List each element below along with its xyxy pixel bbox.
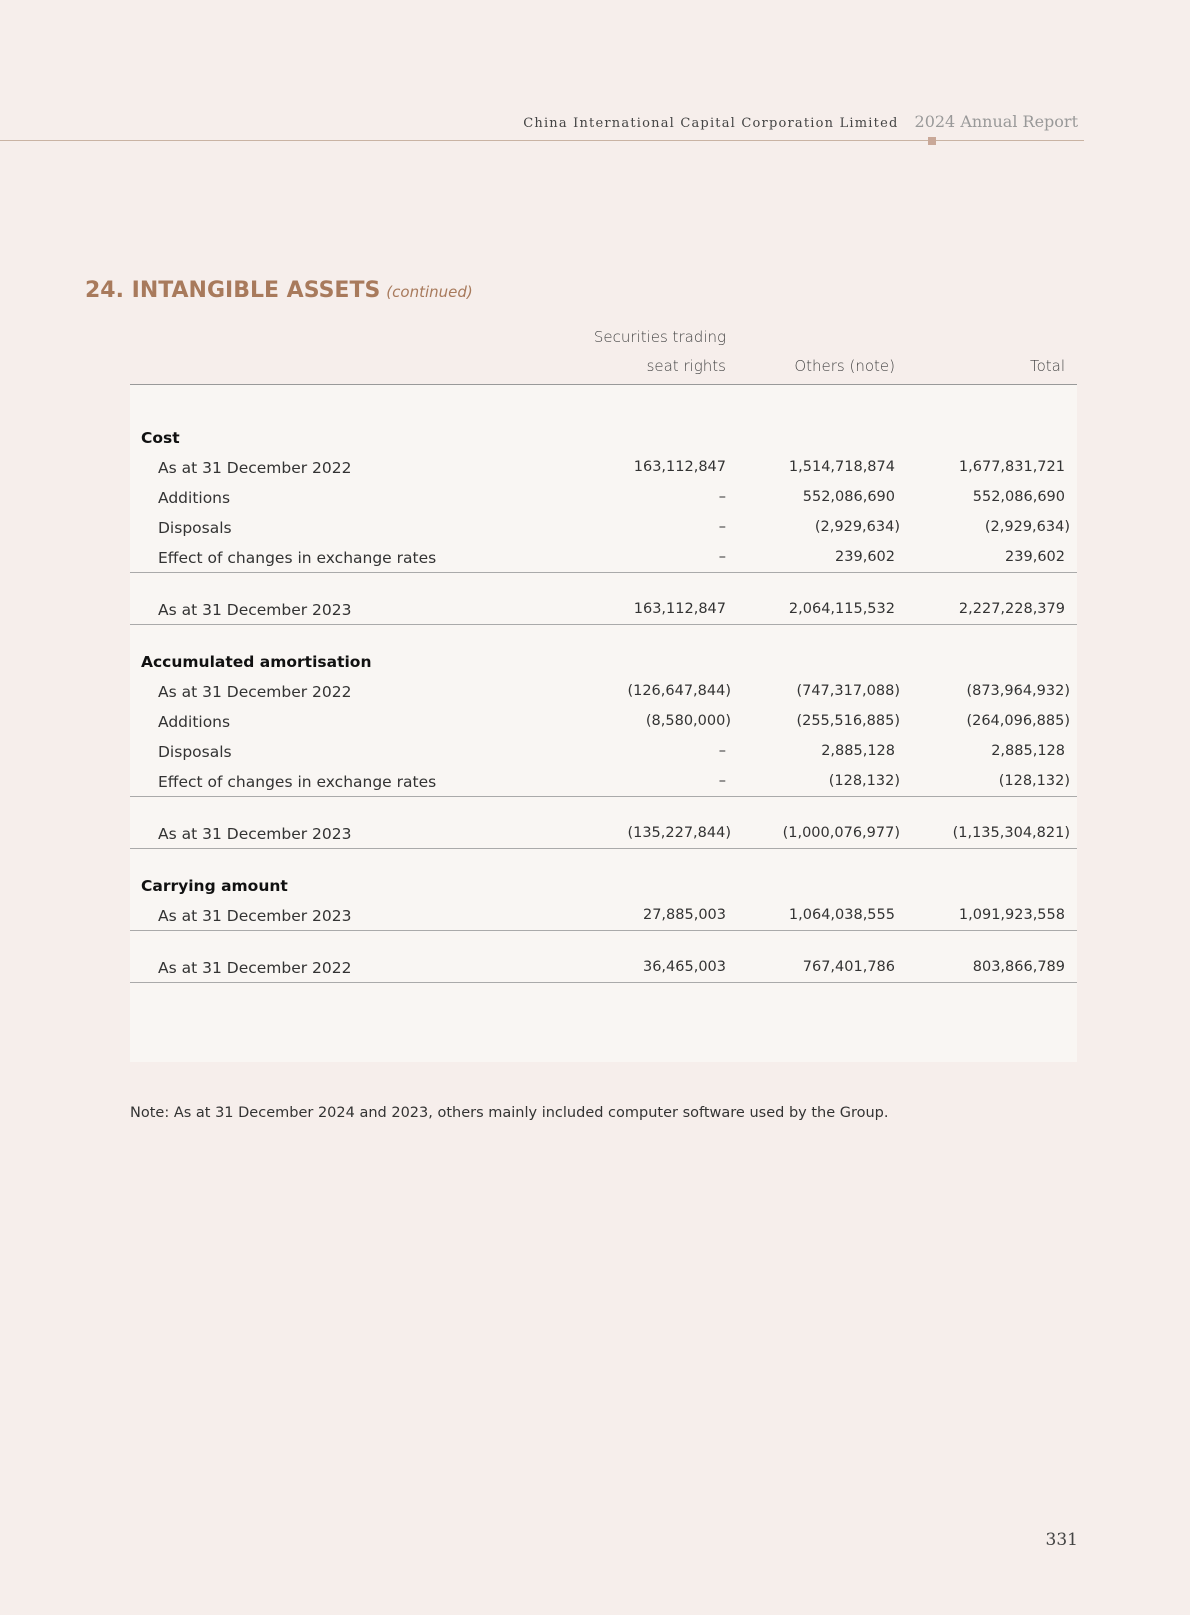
- total-value: (873,964,932): [966, 683, 1070, 699]
- others-value: 1,514,718,874: [788, 459, 895, 475]
- total-value: 552,086,690: [972, 489, 1065, 505]
- table-row: [130, 453, 1077, 483]
- seat-rights-value: 163,112,847: [633, 601, 726, 617]
- table-note: Note: As at 31 December 2024 and 2023, others mainly included computer software used by the Group.: [130, 1105, 889, 1121]
- table-section-heading: [130, 871, 1077, 901]
- col-header-total: Total: [1029, 357, 1065, 375]
- seat-rights-value: 36,465,003: [642, 959, 726, 975]
- total-value: 803,866,789: [972, 959, 1065, 975]
- table-row: [130, 737, 1077, 767]
- seat-rights-value: –: [718, 489, 726, 505]
- others-value: (1,000,076,977): [782, 825, 900, 841]
- row-label: Effect of changes in exchange rates: [158, 773, 437, 791]
- seat-rights-value: (8,580,000): [645, 713, 731, 729]
- table-section-heading: [130, 647, 1077, 677]
- total-value: (2,929,634): [984, 519, 1070, 535]
- row-label: Effect of changes in exchange rates: [158, 549, 437, 567]
- header-marker: [928, 137, 936, 145]
- row-label: As at 31 December 2022: [158, 683, 352, 701]
- others-value: 1,064,038,555: [788, 907, 895, 923]
- seat-rights-value: –: [718, 743, 726, 759]
- total-value: (264,096,885): [966, 713, 1070, 729]
- table-row: [130, 901, 1077, 931]
- table-row: [130, 595, 1077, 625]
- section-continued: (continued): [386, 283, 473, 301]
- table-row: [130, 767, 1077, 797]
- row-label: Additions: [158, 713, 231, 731]
- col-header-seat-rights-line1: Securities trading: [593, 328, 726, 346]
- others-value: (128,132): [828, 773, 900, 789]
- others-value: (255,516,885): [796, 713, 900, 729]
- row-label: Cost: [141, 429, 180, 447]
- others-value: 2,064,115,532: [788, 601, 895, 617]
- total-value: 2,227,228,379: [958, 601, 1065, 617]
- row-label: Disposals: [158, 519, 232, 537]
- running-header: [523, 112, 1078, 131]
- seat-rights-value: 163,112,847: [633, 459, 726, 475]
- col-header-others: Others (note): [794, 357, 895, 375]
- total-value: (1,135,304,821): [952, 825, 1070, 841]
- others-value: (747,317,088): [796, 683, 900, 699]
- others-value: 2,885,128: [821, 743, 895, 759]
- table-row: [130, 953, 1077, 983]
- seat-rights-value: (135,227,844): [627, 825, 731, 841]
- company-name: China International Capital Corporation Limited: [523, 116, 899, 131]
- others-value: 767,401,786: [802, 959, 895, 975]
- total-value: 1,091,923,558: [958, 907, 1065, 923]
- others-value: 239,602: [835, 549, 895, 565]
- row-label: Disposals: [158, 743, 232, 761]
- others-value: 552,086,690: [802, 489, 895, 505]
- row-label: As at 31 December 2023: [158, 601, 352, 619]
- table-row: [130, 483, 1077, 513]
- table-row: [130, 677, 1077, 707]
- section-title-text: 24. INTANGIBLE ASSETS: [85, 278, 381, 303]
- intangible-assets-table: [130, 423, 1077, 983]
- others-value: (2,929,634): [814, 519, 900, 535]
- page-number: 331: [1045, 1530, 1078, 1550]
- table-row: [130, 513, 1077, 543]
- header-rule: [0, 140, 1084, 141]
- total-value: 2,885,128: [991, 743, 1065, 759]
- table-row: [130, 543, 1077, 573]
- row-label: As at 31 December 2023: [158, 907, 352, 925]
- row-label: As at 31 December 2022: [158, 459, 352, 477]
- header-rule-table: [130, 384, 1077, 385]
- seat-rights-value: (126,647,844): [627, 683, 731, 699]
- total-value: (128,132): [998, 773, 1070, 789]
- table-section-heading: [130, 423, 1077, 453]
- row-label: As at 31 December 2022: [158, 959, 352, 977]
- row-label: Additions: [158, 489, 231, 507]
- col-header-seat-rights-line2: seat rights: [646, 357, 726, 375]
- table-row: [130, 819, 1077, 849]
- report-name: 2024 Annual Report: [914, 112, 1078, 131]
- table-row: [130, 707, 1077, 737]
- row-label: Accumulated amortisation: [141, 653, 372, 671]
- seat-rights-value: –: [718, 519, 726, 535]
- total-value: 239,602: [1005, 549, 1065, 565]
- seat-rights-value: –: [718, 773, 726, 789]
- row-label: Carrying amount: [141, 877, 288, 895]
- section-title: [85, 278, 473, 303]
- seat-rights-value: –: [718, 549, 726, 565]
- row-label: As at 31 December 2023: [158, 825, 352, 843]
- seat-rights-value: 27,885,003: [642, 907, 726, 923]
- total-value: 1,677,831,721: [958, 459, 1065, 475]
